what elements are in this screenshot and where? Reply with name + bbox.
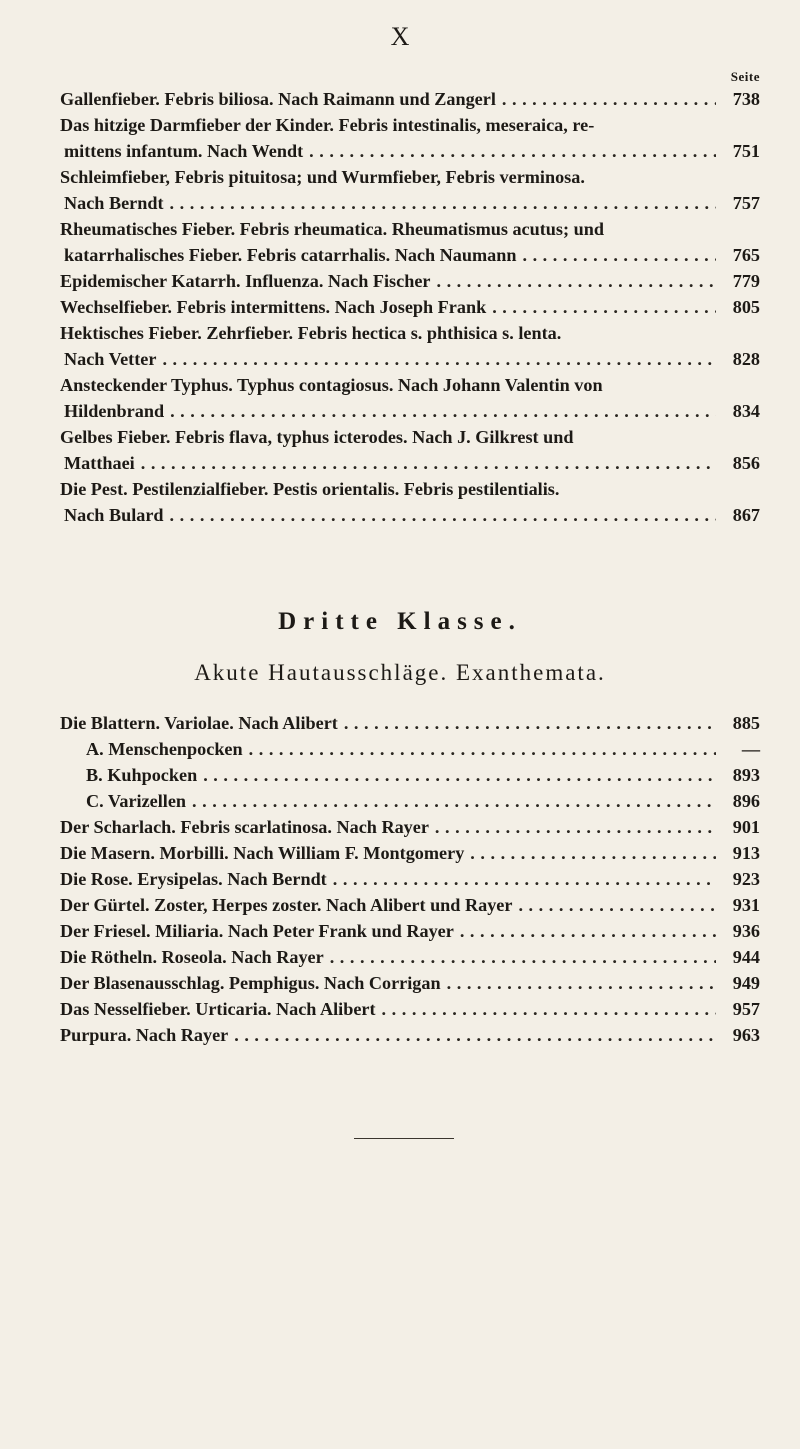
toc-line: [60, 294, 760, 320]
leader-dots: [464, 840, 716, 866]
entry-title: Der Scharlach. Febris scarlatinosa. Nach Rayer: [60, 817, 429, 837]
toc-line: [60, 86, 760, 112]
leader-dots: [327, 866, 716, 892]
leader-dots: [197, 762, 716, 788]
entry-page: 885: [732, 713, 760, 733]
entry-title: Das Nesselfieber. Urticaria. Nach Alibert: [60, 999, 376, 1019]
leader-dots: [156, 346, 716, 372]
toc-line: [60, 840, 760, 866]
toc-entry: [60, 86, 760, 112]
leader-dots: [164, 502, 716, 528]
leader-dots: [441, 970, 716, 996]
entry-page: 944: [732, 947, 760, 967]
entry-title: Der Blasenausschlag. Pemphigus. Nach Corrigan: [60, 973, 441, 993]
entry-page: 957: [732, 999, 760, 1019]
toc-line: [60, 190, 760, 216]
page-number: X: [390, 22, 410, 51]
toc-entry: [60, 164, 760, 216]
leader-dots: [486, 294, 716, 320]
entry-page: 896: [732, 791, 760, 811]
leader-dots: [429, 814, 716, 840]
entry-page: 931: [732, 895, 760, 915]
toc-entry: [60, 840, 760, 866]
entry-title: Gallenfieber. Febris biliosa. Nach Raimann und Zangerl: [60, 89, 496, 109]
class-heading: Dritte Klasse.: [278, 608, 522, 635]
toc-entry: [60, 1022, 760, 1048]
leader-dots: [516, 242, 716, 268]
entry-title: Nach Vetter: [64, 349, 157, 369]
entry-title: Hildenbrand: [64, 401, 165, 421]
toc-entry: [60, 710, 760, 736]
toc-line: [60, 372, 760, 398]
entry-title: Die Blattern. Variolae. Nach Alibert: [60, 713, 338, 733]
entry-title: Die Masern. Morbilli. Nach William F. Montgomery: [60, 843, 465, 863]
entry-page: 765: [732, 245, 760, 265]
entry-page: 828: [732, 349, 760, 369]
entry-title: B. Kuhpocken: [86, 765, 198, 785]
leader-dots: [186, 788, 716, 814]
entry-title: Gelbes Fieber. Febris flava, typhus icterodes. Nach J. Gilkrest und: [60, 427, 574, 447]
leader-dots: [376, 996, 716, 1022]
toc-line: [60, 320, 760, 346]
toc-entry: [60, 112, 760, 164]
toc-entry: [60, 814, 760, 840]
toc-entry: [60, 216, 760, 268]
toc-entry: [60, 996, 760, 1022]
toc-entry: [60, 268, 760, 294]
toc-line: [60, 866, 760, 892]
entry-page: 738: [732, 89, 760, 109]
toc-entry: [60, 866, 760, 892]
entry-title: Ansteckender Typhus. Typhus contagiosus. Nach Johann Valentin von: [60, 375, 603, 395]
entry-page: —: [741, 739, 760, 759]
toc-entry: [60, 944, 760, 970]
entry-page: 901: [732, 817, 760, 837]
entry-title: Nach Bulard: [64, 505, 164, 525]
column-label: Seite: [730, 69, 760, 84]
toc-line: [60, 502, 760, 528]
entry-title: Wechselfieber. Febris intermittens. Nach Joseph Frank: [60, 297, 487, 317]
entry-page: 805: [732, 297, 760, 317]
toc-line: [60, 996, 760, 1022]
entry-page: 913: [732, 843, 760, 863]
toc-entry: [60, 918, 760, 944]
toc-first-section: [60, 86, 760, 528]
toc-line: [60, 788, 760, 814]
entry-page: 893: [732, 765, 760, 785]
toc-line: [60, 1022, 760, 1048]
toc-entry: [60, 892, 760, 918]
toc-line: [60, 944, 760, 970]
toc-entry: [60, 372, 760, 424]
toc-line: [60, 424, 760, 450]
entry-page: 856: [732, 453, 760, 473]
entry-page: 923: [732, 869, 760, 889]
toc-entry: [60, 970, 760, 996]
toc-line: [60, 710, 760, 736]
toc-entry: [60, 424, 760, 476]
entry-title: Das hitzige Darmfieber der Kinder. Febris intestinalis, meseraica, re-: [60, 115, 595, 135]
toc-line: [60, 138, 760, 164]
entry-page: 936: [732, 921, 760, 941]
entry-title: Die Rötheln. Roseola. Nach Rayer: [60, 947, 324, 967]
leader-dots: [430, 268, 716, 294]
leader-dots: [303, 138, 716, 164]
toc-entry: [60, 294, 760, 320]
toc-line: [60, 346, 760, 372]
toc-line: [60, 216, 760, 242]
entry-page: 757: [732, 193, 760, 213]
entry-title: Rheumatisches Fieber. Febris rheumatica. Rheumatismus acutus; und: [60, 219, 604, 239]
entry-title: C. Varizellen: [86, 791, 187, 811]
toc-entry: [60, 788, 760, 814]
entry-title: Matthaei: [64, 453, 135, 473]
toc-line: [60, 970, 760, 996]
leader-dots: [512, 892, 716, 918]
end-rule: [354, 1138, 454, 1139]
leader-dots: [135, 450, 716, 476]
toc-entry: [60, 476, 760, 528]
entry-title: Die Rose. Erysipelas. Nach Berndt: [60, 869, 327, 889]
toc-line: [60, 450, 760, 476]
leader-dots: [164, 190, 716, 216]
toc-line: [60, 268, 760, 294]
leader-dots: [228, 1022, 716, 1048]
toc-line: [60, 242, 760, 268]
leader-dots: [164, 398, 716, 424]
toc-line: [60, 814, 760, 840]
toc-line: [60, 164, 760, 190]
toc-entry: [60, 320, 760, 372]
leader-dots: [243, 736, 716, 762]
toc-line: [60, 398, 760, 424]
entry-title: A. Menschenpocken: [86, 739, 243, 759]
toc-line: [60, 476, 760, 502]
entry-title: Hektisches Fieber. Zehrfieber. Febris hectica s. phthisica s. lenta.: [60, 323, 562, 343]
entry-title: Nach Berndt: [64, 193, 164, 213]
entry-page: 779: [732, 271, 760, 291]
entry-page: 949: [732, 973, 760, 993]
entry-title: Die Pest. Pestilenzialfieber. Pestis orientalis. Febris pestilentialis.: [60, 479, 560, 499]
toc-line: [60, 112, 760, 138]
entry-page: 751: [732, 141, 760, 161]
entry-title: mittens infantum. Nach Wendt: [64, 141, 304, 161]
class-subheading: Akute Hautausschläge. Exanthemata.: [194, 660, 606, 685]
entry-title: Schleimfieber, Febris pituitosa; und Wurmfieber, Febris verminosa.: [60, 167, 585, 187]
entry-title: Purpura. Nach Rayer: [60, 1025, 229, 1045]
toc-second-section: [60, 710, 760, 1048]
entry-title: Epidemischer Katarrh. Influenza. Nach Fischer: [60, 271, 431, 291]
leader-dots: [496, 86, 716, 112]
entry-title: Der Friesel. Miliaria. Nach Peter Frank und Rayer: [60, 921, 454, 941]
entry-page: 963: [732, 1025, 760, 1045]
entry-title: katarrhalisches Fieber. Febris catarrhalis. Nach Naumann: [64, 245, 517, 265]
toc-line: [60, 762, 760, 788]
toc-line: [60, 892, 760, 918]
leader-dots: [454, 918, 716, 944]
toc-entry: [60, 762, 760, 788]
entry-page: 834: [732, 401, 760, 421]
leader-dots: [324, 944, 716, 970]
toc-entry: [60, 736, 760, 762]
entry-title: Der Gürtel. Zoster, Herpes zoster. Nach Alibert und Rayer: [60, 895, 513, 915]
leader-dots: [338, 710, 716, 736]
entry-page: 867: [732, 505, 760, 525]
toc-line: [60, 736, 760, 762]
toc-line: [60, 918, 760, 944]
